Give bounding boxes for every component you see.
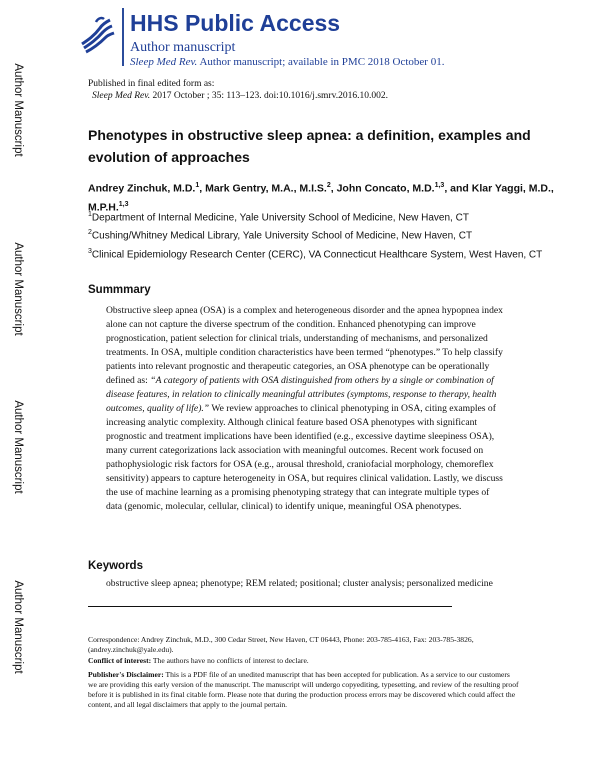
citation-journal: Sleep Med Rev. — [92, 91, 151, 101]
article-title: Phenotypes in obstructive sleep apnea: a definition, examples and evolution of approaches — [88, 127, 531, 165]
author-name: Mark Gentry, M.A., M.I.S. — [205, 182, 327, 195]
abstract-text: Obstructive sleep apnea (OSA) is a complex and heterogeneous disorder and the apnea hypopnea index alone can not capture the diverse spectrum of the condition. Enhanced phenotyping can improve prognostication, patient selection for clinical trials, understanding of mechanisms, and personalized treatments. In OSA, multiple condition characteristics have been termed “phenotypes.” To help classify patients into relevant prognostic and therapeutic categories, an OSA phenotype can be operationally defined as: “A category of patients with OSA distinguished from others by a single or combination of disease features, in relation to clinically meaningful attributes (symptoms, response to therapy, health outcomes, quality of life).” We review approaches to clinical phenotyping in OSA, citing examples of increasing analytic complexity. Although clinical feature based OSA phenotypes with significant prognostic and treatment implications have been identified (e.g., excessive daytime sleepiness OSA), many current categorizations lack association with meaningful outcomes. Recent work focused on pathophysiologic risk factors for OSA (e.g., arousal threshold, craniofacial morphology, chemoreflex sensitivity) appears to capture heterogeneity in OSA, but requires clinical validation. Lastly, we discuss the use of machine learning as a promising phenotyping strategy that can integrate multiple types of data (genomic, molecular, cellular, clinical) to identify unique, meaningful OSA phenotypes. — [106, 305, 503, 512]
sidebar — [0, 0, 40, 776]
brand-title: HHS Public Access — [130, 10, 341, 36]
doc-type: Author manuscript — [130, 40, 236, 55]
author-name: Klar Yaggi, M.D., M.P.H. — [88, 182, 554, 213]
affiliation: $^1$Department of Internal Medicine, Yale University School of Medicine, New Haven, CT — [88, 211, 469, 224]
author-name: John Concato, M.D. — [336, 182, 435, 195]
sidebar-label: Author Manuscript — [12, 242, 24, 336]
author-list: Andrey Zinchuk, M.D.$^1$, Mark Gentry, M.A., M.I.S.$^2$, John Concato, M.D.$^{1,3}$, and Klar Yaggi, M.D., M.P.H.$^{1,3}$ — [88, 182, 554, 213]
affiliation: $^3$Clinical Epidemiology Research Center (CERC), VA Connecticut Healthcare System, West Haven, CT — [88, 248, 543, 261]
author-affil: 2 — [326, 182, 331, 189]
author-affil: 1 — [195, 182, 200, 189]
publisher-disclaimer: Publisher's Disclaimer: This is a PDF file of an unedited manuscript that has been accepted for publication. As a service to our customers we are providing this early version of the manuscript. The manuscript will undergo copyediting, typesetting, and review of the resulting proof before it is published in its final citable form. Please note that during the production process errors may be discovered which could affect the content, and all legal disclaimers that apply to the journal pertain. — [88, 670, 519, 709]
sidebar-label: Author Manuscript — [12, 580, 24, 674]
sidebar-label: Author Manuscript — [12, 400, 24, 494]
correspondence-note: Correspondence: Andrey Zinchuk, M.D., 300 Cedar Street, New Haven, CT 06443, Phone: 203-785-4163, Fax: 203-785-3826, (andrey.zinchuk@yale.edu). — [88, 635, 474, 654]
author-affil: 1,3 — [118, 200, 129, 208]
citation-line — [92, 91, 388, 101]
author-affil: 1,3 — [434, 182, 445, 189]
conflict-note: Conflict of interest: The authors have no conflicts of interest to declare. — [88, 656, 309, 665]
citation-text: 2017 October ; 35: 113–123. doi:10.1016/j.smrv.2016.10.002. — [150, 91, 388, 101]
keywords-text: obstructive sleep apnea; phenotype; REM related; positional; cluster analysis; personalized medicine — [106, 578, 493, 589]
published-label: Published in final edited form as: — [88, 79, 215, 89]
availability-line — [130, 56, 444, 68]
hhs-eagle-logo-icon — [76, 14, 116, 54]
logo-divider — [122, 8, 124, 66]
author-name: Andrey Zinchuk, M.D. — [88, 182, 196, 195]
footnote-divider — [88, 606, 452, 607]
keywords-heading: Keywords — [88, 560, 143, 572]
summary-heading: Summmary — [88, 284, 151, 296]
phenotype-definition: “A category of patients with OSA distinguished from others by a single or combination of disease features, in relation to clinically meaningful attributes (symptoms, response to therapy, health outcomes, quality of life).” — [106, 375, 497, 414]
sidebar-label: Author Manuscript — [12, 63, 24, 157]
availability-text: Author manuscript; available in PMC 2018 October 01. — [197, 56, 445, 68]
journal-name: Sleep Med Rev. — [130, 56, 198, 68]
affiliation: $^2$Cushing/Whitney Medical Library, Yale University School of Medicine, New Haven, CT — [88, 229, 473, 242]
